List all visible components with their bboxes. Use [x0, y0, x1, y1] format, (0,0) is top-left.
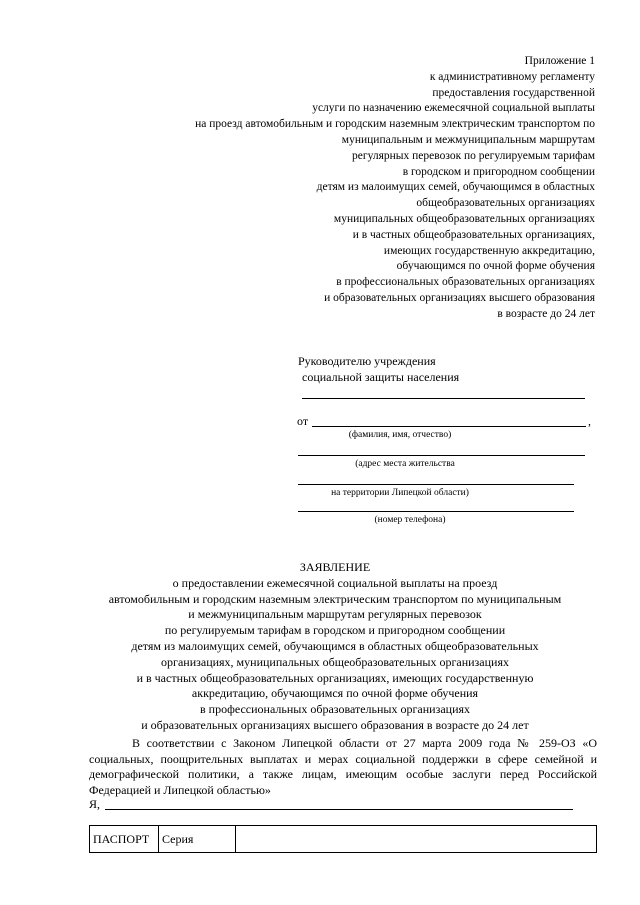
region-field[interactable] — [298, 484, 574, 485]
caption-full-name: (фамилия, имя, отчество) — [348, 430, 452, 440]
passport-number-cell[interactable] — [236, 826, 597, 853]
body-paragraph: В соответствии с Законом Липецкой области от 27 марта 2009 года № 259-ОЗ «О социальных, поощрительных выплатах и мерах социальной поддержки в сфере семейной и демографической политики, а также лицам, имеющим особые заслуги перед Российской Федерацией и Липецкой областью» — [89, 736, 597, 797]
statement-line: и межмуниципальным маршрутам регулярных перевозок — [188, 607, 482, 622]
passport-series-cell[interactable]: Серия — [159, 826, 236, 853]
applicant-fullname-field[interactable] — [105, 809, 573, 810]
caption-address: (адрес места жительства — [355, 459, 455, 469]
statement-line: автомобильным и городским наземным электрическим транспортом по муниципальным — [108, 591, 562, 606]
header-line: муниципальным и межмуниципальным маршрутам — [341, 133, 595, 146]
statement-line: о предоставлении ежемесячной социальной выплаты на проезд — [172, 575, 498, 590]
statement-line: и в частных общеобразовательных организациях, имеющих государственную — [136, 670, 534, 685]
statement-line: по регулируемым тарифам в городском и пригородном сообщении — [164, 623, 506, 638]
from-comma: , — [588, 414, 591, 428]
from-label: от — [297, 414, 309, 428]
header-line: и образовательных организациях высшего образования — [324, 291, 595, 304]
header-line: на проезд автомобильным и городским наземным электрическим транспортом по — [195, 118, 595, 131]
header-line: имеющих государственную аккредитацию, — [383, 244, 595, 257]
addressee-line-2: социальной защиты населения — [302, 370, 460, 384]
header-line: муниципальных общеобразовательных организациях — [333, 212, 595, 225]
statement-line: и образовательных организациях высшего образования в возрасте до 24 лет — [141, 717, 529, 732]
applicant-name-field[interactable] — [312, 426, 586, 427]
header-line: общеобразовательных организациях — [416, 197, 595, 210]
passport-table — [89, 825, 597, 853]
phone-field[interactable] — [298, 511, 574, 512]
header-line: в возрасте до 24 лет — [497, 307, 595, 320]
address-field[interactable] — [298, 455, 585, 456]
statement-line: в профессиональных образовательных организациях — [199, 702, 471, 717]
appendix-header — [115, 54, 595, 323]
ya-label: Я, — [89, 797, 101, 811]
statement-block — [70, 560, 600, 734]
statement-line: аккредитацию, обучающимся по очной форме обучения — [191, 686, 479, 701]
header-line: обучающимся по очной форме обучения — [396, 260, 595, 273]
header-line: Приложение 1 — [524, 55, 595, 67]
institution-name-field[interactable] — [302, 398, 585, 399]
header-line: в городском и пригородном сообщении — [402, 165, 595, 178]
header-line: детям из малоимущих семей, обучающимся в областных — [316, 181, 595, 194]
statement-line: детям из малоимущих семей, обучающимся в областных общеобразовательных — [131, 638, 539, 653]
header-line: в профессиональных образовательных организациях — [336, 276, 595, 289]
header-line: предоставления государственной — [432, 86, 595, 99]
header-line: регулярных перевозок по регулируемым тарифам — [352, 149, 595, 162]
statement-line: организациях, муниципальных общеобразовательных организациях — [161, 654, 509, 669]
caption-phone: (номер телефона) — [374, 515, 446, 525]
statement-title: ЗАЯВЛЕНИЕ — [299, 560, 371, 574]
header-line: к административному регламенту — [429, 70, 595, 83]
table-row — [90, 826, 597, 853]
header-line: услуги по назначению ежемесячной социальной выплаты — [312, 102, 595, 115]
addressee-line-1: Руководителю учреждения — [298, 354, 436, 368]
header-line: и в частных общеобразовательных организациях, — [352, 228, 595, 241]
passport-label: ПАСПОРТ — [90, 826, 159, 853]
caption-region: на территории Липецкой области) — [331, 488, 469, 498]
